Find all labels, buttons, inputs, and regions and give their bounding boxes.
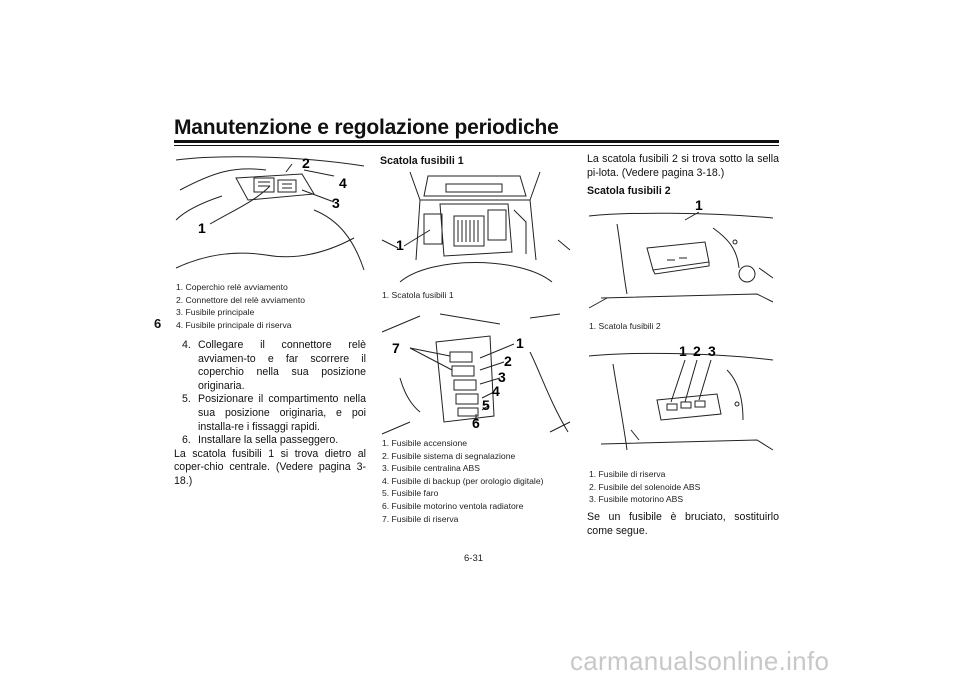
figure-label: 4 [492,383,500,399]
caption-item: 2. Fusibile sistema di segnalazione [382,450,516,461]
caption-item: 3. Fusibile centralina ABS [382,463,480,474]
figure-label: 3 [498,369,506,385]
fusebox2-location-figure [587,198,779,314]
caption-item: 1. Scatola fusibili 2 [589,321,661,331]
figure-label: 1 [679,343,687,359]
caption-item: 6. Fusibile motorino ventola radiatore [382,500,524,511]
starter-relay-figure [174,150,366,278]
caption-item: 1. Coperchio relè avviamento [176,282,288,292]
chapter-tab: 6 [154,316,162,331]
figure-label: 2 [693,343,701,359]
step-item: 5. Posizionare il compartimento nella sua posizione originaria, e poi installa-re i fissaggi rapidi. [182,393,366,433]
figure-label: 1 [516,335,524,351]
figure-label: 7 [392,340,400,356]
figure-captions [176,281,366,331]
figure-label: 1 [695,198,703,213]
figure-label: 1 [396,237,404,253]
page-title: Manutenzione e regolazione periodiche [174,116,559,139]
figure-label: 6 [472,415,480,431]
fusebox1-detail-figure [380,312,572,438]
figure-captions [382,437,578,525]
step-item: 6. Installare la sella passeggero. [182,434,339,447]
figure-label: 2 [302,155,310,171]
page-number: 6-31 [464,553,484,564]
figure-captions [589,320,779,333]
fusebox1-location-figure [380,170,572,286]
figure-captions [382,289,572,302]
caption-item: 3. Fusibile motorino ABS [589,494,684,505]
closing-paragraph: Se un fusibile è bruciato, sostituirlo come segue. [587,511,779,537]
figure-label: 3 [708,343,716,359]
caption-item: 7. Fusibile di riserva [382,513,459,524]
caption-item: 4. Fusibile di backup (per orologio digitale) [382,475,544,486]
figure-label: 5 [482,397,490,413]
caption-item: 1. Fusibile accensione [382,438,468,448]
section-heading: Scatola fusibili 1 [380,155,464,167]
step-item: 4. Collegare il connettore relè avviamen-to e far scorrere il coperchio nella sua posizione originaria. [182,339,366,392]
figure-captions [589,468,779,506]
figure-label: 1 [198,220,206,236]
fusebox2-detail-figure [587,340,779,466]
intro-paragraph: La scatola fusibili 2 si trova sotto la sella pi-lota. (Vedere pagina 3-18.) [587,153,779,179]
body-paragraph: La scatola fusibili 1 si trova dietro al coper-chio centrale. (Vedere pagina 3-18.) [174,447,366,487]
caption-item: 1. Fusibile di riserva [589,469,666,479]
figure-label: 2 [504,353,512,369]
figure-label: 4 [339,175,347,191]
caption-item: 2. Fusibile del solenoide ABS [589,481,701,492]
caption-item: 2. Connettore del relè avviamento [176,294,305,305]
steps-list [174,339,366,489]
figure-label: 3 [332,195,340,211]
section-heading: Scatola fusibili 2 [587,185,671,197]
caption-item: 3. Fusibile principale [176,307,255,318]
caption-item: 5. Fusibile faro [382,488,439,499]
caption-item: 4. Fusibile principale di riserva [176,319,292,330]
title-rule [174,140,779,143]
watermark: carmanualsonline.info [570,646,830,676]
title-rule-thin [174,145,779,146]
caption-item: 1. Scatola fusibili 1 [382,290,454,300]
